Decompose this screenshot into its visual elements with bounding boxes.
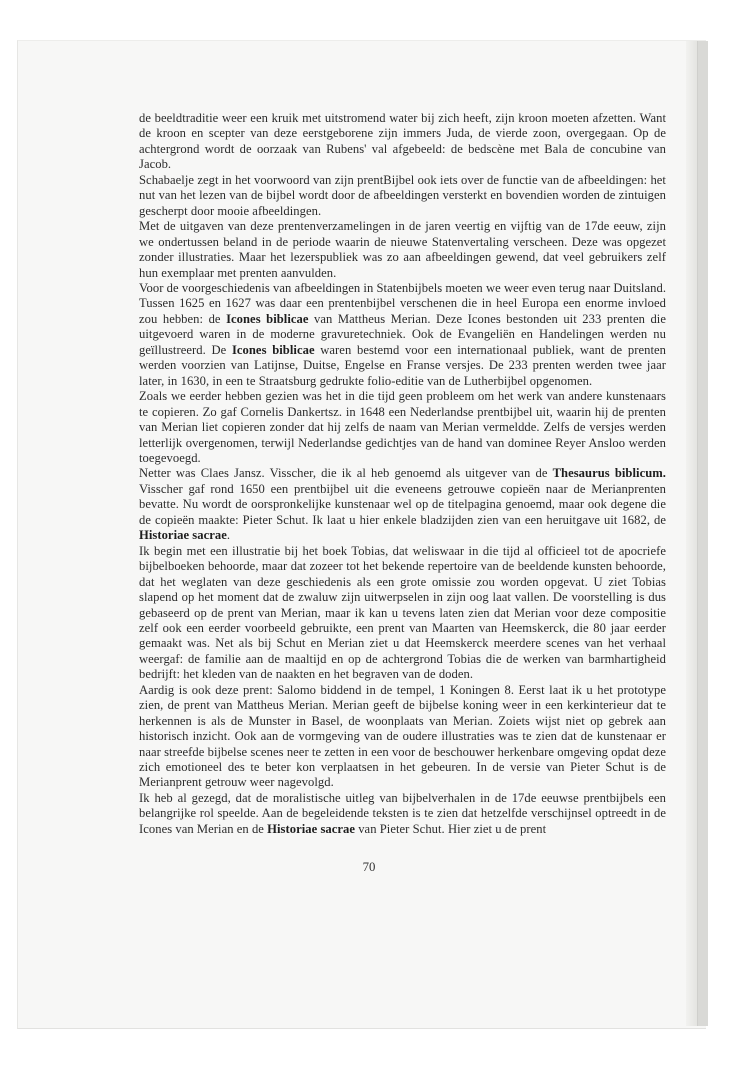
bold-title: Thesaurus biblicum. xyxy=(552,466,667,481)
paragraph xyxy=(139,791,666,837)
bold-title: Historiae sacrae xyxy=(267,821,356,836)
paragraph-text: Aardig is ook deze prent: Salomo biddend in de tempel, 1 Koningen 8. Eerst laat ik u het prototype zien, de prent van Mattheus Merian. Merian geeft de bijbelse koning weer in een kerkinterieur dat te herkennen is als de Munster in Basel, de woonplaats van Merian. Zoiets wijst niet op gebrek aan historisch inzicht. Ook aan de vormgeving van de oudere illustraties was te zien dat de kunstenaar er naar streefde bijbelse scenes neer te zetten in een voor de beschouwer herkenbare omgeving opdat deze zich emotioneel des te beter kon verplaatsen in het gebeuren. In de versie van Pieter Schut is de Merianprent getrouw weer nagevolgd. xyxy=(139,682,666,790)
bold-title: Icones biblicae xyxy=(231,342,315,357)
paragraph-text: de beeldtraditie weer een kruik met uitstromend water bij zich heeft, zijn kroon moeten afzetten. Want de kroon en scepter van deze eerstgeborene zijn immers Juda, de vierde zoon, overgegaan. Op de achtergrond wordt de oorzaak van Rubens' val afgebeeld: de bedscène met Bala de concubine van Jacob. xyxy=(139,111,666,172)
paragraph xyxy=(139,466,666,543)
paragraph xyxy=(139,281,666,389)
paragraph-text: . xyxy=(226,528,231,543)
paragraph xyxy=(139,111,666,173)
paragraph-text: Met de uitgaven van deze prentenverzamelingen in de jaren veertig en vijftig van de 17de eeuw, zijn we ondertussen beland in de periode waarin de nieuwe Statenvertaling verscheen. Deze was opgezet zonder illustraties. Maar het lezerspubliek was zo aan afbeeldingen gewend, dat veel gebruikers zelf hun exemplaar met prenten aanvulden. xyxy=(139,219,666,280)
paragraph xyxy=(139,389,666,466)
paragraph xyxy=(139,173,666,219)
paragraph-text: Voor de voorgeschiedenis van afbeeldingen in Statenbijbels moeten we weer even terug naar Duitsland. Tussen 1625 en 1627 was daar een prentenbijbel verschenen die in heel Europa een enorme invloed zou hebben: de xyxy=(139,280,667,326)
paragraph-text: Zoals we eerder hebben gezien was het in die tijd geen probleem om het werk van andere kunstenaars te copieren. Zo gaf Cornelis Dankertsz. in 1648 een Nederlandse prentbijbel uit, waarin hij de prenten van Merian liet copieren zonder dat hij zelfs de naam van Merian vermeldde. Zelfs de versjes werden letterlijk overgenomen, terwijl Nederlandse gedichtjes van de hand van dominee Reyer Ansloo werden toegevoegd. xyxy=(139,389,666,465)
body-text xyxy=(139,111,666,837)
page-edge xyxy=(697,41,708,1026)
page-edge-shadow xyxy=(686,41,697,1026)
paragraph-text: Visscher gaf rond 1650 een prentbijbel uit die eveneens getrouwe copieën naar de Merianprenten bevatte. Nu wordt de oorspronkelijke kunstenaar wel op de titelpagina genoemd, maar ook degene die de copieën maakte: Pieter Schut. Ik laat u hier enkele bladzijden zien van een heruitgave uit 1682, de xyxy=(139,481,666,527)
paragraph-text: van Pieter Schut. Hier ziet u de prent xyxy=(355,821,547,836)
bold-title: Historiae sacrae xyxy=(139,528,227,543)
paragraph-text: waren bestemd voor een internationaal publiek, want de prenten werden voorzien van Latijnse, Duitse, Engelse en Franse versjes. De 233 prenten werden twee jaar later, in 1630, in een te Straatsburg gedrukte folio-editie van de Lutherbijbel opgenomen. xyxy=(139,342,666,388)
page-number: 70 xyxy=(362,860,376,874)
paragraph xyxy=(139,544,666,683)
paragraph-text: van Mattheus Merian. Deze Icones bestonden uit 233 prenten die uitgevoerd waren in de moderne gravuretechniek. Ook de Evangeliën en Handelingen werden nu geïllustreerd. De xyxy=(139,311,666,357)
paragraph xyxy=(139,219,666,281)
paragraph-text: Ik begin met een illustratie bij het boek Tobias, dat weliswaar in die tijd al officieel tot de apocriefe bijbelboeken behoorde, maar dat zozeer tot het bekende repertoire van de beeldende kunsten behoorde, dat het weglaten van deze geschiedenis als een grote omissie zou worden opgevat. U ziet Tobias slapend op het moment dat de zwaluw zijn uitwerpselen in zijn oog laat vallen. De voorstelling is dus gebaseerd op de prent van Merian, maar ik kan u tevens laten zien dat Merian voor deze compositie zelf ook een eerder voorbeeld gebruikte, een prent van Maarten van Heemskerck, die 80 jaar eerder gemaakt was. Net als bij Schut en Merian ziet u dat Heemskerck meerdere scenes van het verhaal weergaf: de familie aan de maaltijd en op de achtergrond Tobias die de werken van barmhartigheid bedrijft: het kleden van de naakten en het begraven van de doden. xyxy=(139,543,666,682)
paragraph-text: Ik heb al gezegd, dat de moralistische uitleg van bijbelverhalen in de 17de eeuwse prentbijbels een belangrijke rol speelde. Aan de begeleidende teksten is te zien dat hetzelfde verschijnsel optreedt in de Icones van Merian en de xyxy=(139,790,666,836)
paragraph xyxy=(139,683,666,791)
paragraph-text: Schabaelje zegt in het voorwoord van zijn prentBijbel ook iets over de functie van de afbeeldingen: het nut van het lezen van de bijbel wordt door de afbeeldingen versterkt en bovendien worden de zintuigen gescherpt door mooie afbeeldingen. xyxy=(139,172,666,218)
bold-title: Icones biblicae xyxy=(226,311,309,326)
paragraph-text: Netter was Claes Jansz. Visscher, die ik al heb genoemd als uitgever van de xyxy=(139,466,553,481)
